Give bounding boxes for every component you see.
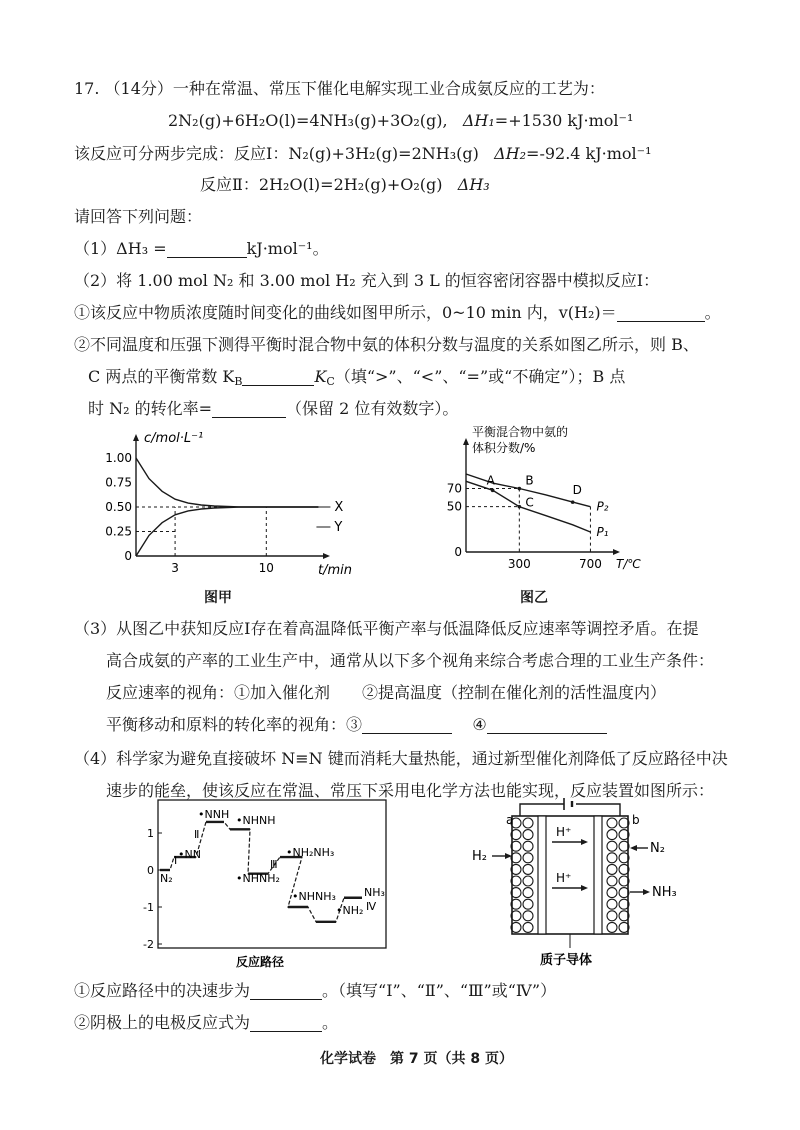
step-label: Ⅱ: [194, 828, 200, 841]
step1-equation: N₂(g)+3H₂(g)=2NH₃(g): [288, 144, 479, 163]
kb-subscript: B: [234, 375, 243, 388]
y-tick-label: 0: [454, 545, 462, 559]
proton-label: H⁺: [556, 825, 572, 839]
species-label: •NH₂NH₃: [286, 846, 335, 859]
n2-inlet-label: N₂: [650, 841, 665, 856]
overall-dh-value: =+1530 kJ·mol⁻¹: [494, 111, 634, 130]
part2-2c-hint: （保留 2 位有效数字）。: [286, 399, 459, 418]
series-label: P₂: [596, 499, 609, 514]
x-tick-label: 700: [578, 557, 602, 571]
figure-jia-caption: 图甲: [204, 590, 232, 606]
electrode-pellet: [607, 876, 617, 886]
part4-q2-text: ②阴极上的电极反应式为: [74, 1013, 251, 1032]
y-tick-label: -2: [143, 938, 154, 951]
figure-yi: [448, 424, 648, 574]
y-axis-arrow: [463, 438, 469, 445]
y-tick-label: 0.50: [105, 500, 132, 514]
electrode-pellet: [523, 864, 533, 874]
electrode-pellet: [523, 853, 533, 863]
y-tick-label: 0: [147, 864, 154, 877]
x-tick-label: 3: [171, 561, 179, 575]
y-tick-label: 0.75: [105, 475, 132, 490]
species-label: •NHNH₂: [236, 872, 280, 885]
kc-subscript: C: [326, 375, 335, 388]
answer-blank-4[interactable]: [487, 716, 607, 734]
step1-line: [74, 143, 652, 165]
point-marker: [518, 505, 522, 509]
species-label: •NHNH₃: [292, 890, 336, 903]
species-label: •NHNH: [236, 814, 276, 827]
part4-q1-text: ①反应路径中的决速步为: [74, 981, 251, 1000]
figure-reaction-path: [140, 798, 390, 970]
answer-prompt: 请回答下列问题：: [74, 207, 203, 226]
part2-line: （2）将 1.00 mol N₂ 和 3.00 mol H₂ 充入到 3 L 的恒容密闭容器中模拟反应Ⅰ：: [74, 271, 660, 290]
x-tick-label: 300: [507, 557, 531, 571]
electrode-pellet: [523, 830, 533, 840]
electrode-pellet: [523, 911, 533, 921]
part4-q2-line: [74, 1012, 338, 1034]
part3-line2: 高合成氨的产率的工业生产中，通常从以下多个视角来综合考虑合理的工业生产条件：: [106, 651, 715, 670]
point-marker: [571, 500, 575, 504]
x-axis-arrow: [613, 549, 620, 555]
two-step-prefix: 该反应可分两步完成：: [74, 144, 235, 163]
electrode-pellet: [607, 911, 617, 921]
h2-inlet-label: H₂: [472, 849, 487, 864]
series-label-x: X: [334, 500, 344, 515]
electrode-pellet: [607, 841, 617, 851]
electrode-pellet: [607, 899, 617, 909]
question-number: 17.: [74, 79, 100, 98]
part2-1-end: 。: [704, 303, 721, 322]
step1-label: 反应Ⅰ：: [234, 144, 289, 163]
point-label: B: [525, 473, 534, 488]
electrode-pellet: [523, 876, 533, 886]
proton-label: H⁺: [556, 871, 572, 885]
step2-label: 反应Ⅱ：: [200, 175, 259, 194]
answer-blank-3[interactable]: [362, 716, 452, 734]
y-tick-label: 1.00: [105, 451, 132, 465]
part1-line: [74, 238, 329, 260]
part3-line1: （3）从图乙中获知反应Ⅰ存在着高温降低平衡产率与低温降低反应速率等调控矛盾。在提: [74, 619, 699, 638]
part2-1-line: [74, 302, 721, 324]
electrode-pellet: [523, 818, 533, 828]
species-label: •NH₂: [336, 904, 364, 917]
x-tick-label: 10: [258, 561, 274, 575]
part4-line2: 速步的能垒，使该反应在常温、常压下采用电化学方法也能实现，反应装置如图所示：: [106, 781, 715, 800]
kc-symbol: K: [314, 367, 327, 386]
point-label: C: [525, 495, 534, 510]
part2-2-line: ②不同温度和压强下测得平衡时混合物中氨的体积分数与温度的关系如图乙所示，则 B、: [74, 335, 699, 354]
electrode-pellet: [607, 830, 617, 840]
electrode-label-b: b: [632, 813, 640, 827]
electrode-pellet: [523, 841, 533, 851]
y-tick-label: 1: [147, 827, 154, 840]
y-axis-label-line2: 体积分数/%: [472, 441, 536, 455]
answer-blank-vh2[interactable]: [617, 304, 705, 322]
step1-dh-symbol: ΔH₂: [494, 144, 527, 163]
part3-line3: 反应速率的视角：①加入催化剂 ②提高温度（控制在催化剂的活性温度内）: [106, 683, 667, 702]
overall-reaction-line: 2N₂(g)+6H₂O(l)=4NH₃(g)+3O₂(g), ΔH₁=+1530 kJ·mol⁻¹: [168, 111, 634, 130]
question-points: （14分）: [104, 79, 173, 98]
answer-blank-k-compare[interactable]: [242, 368, 314, 386]
y-tick-label: 50: [446, 499, 462, 514]
series-line-x: [136, 458, 318, 507]
x-axis-label: T/℃: [616, 557, 641, 571]
part2-1-text: ①该反应中物质浓度随时间变化的曲线如图甲所示，0~10 min 内，v(H₂)＝: [74, 303, 617, 322]
electrode-pellet: [523, 888, 533, 898]
part1-prefix: （1）ΔH₃ =: [74, 239, 167, 258]
step2-equation: 2H₂O(l)=2H₂(g)+O₂(g): [258, 175, 443, 194]
series-label-y: Y: [334, 520, 343, 535]
species-label: NH₃: [364, 886, 385, 899]
y-axis-label: c/mol·L⁻¹: [144, 431, 204, 446]
point-marker: [518, 487, 522, 491]
electrode-pellet: [523, 899, 533, 909]
electrode-pellet: [607, 853, 617, 863]
point-marker: [491, 489, 495, 493]
part2-2b-line: [88, 366, 625, 388]
x-axis-arrow: [323, 553, 330, 559]
answer-blank-cathode[interactable]: [250, 1014, 322, 1032]
electrode-pellet: [607, 922, 617, 932]
part4-line1: （4）科学家为避免直接破坏 N≡N 键而消耗大量热能，通过新型催化剂降低了反应路径中决: [74, 749, 728, 768]
point-label: A: [486, 473, 495, 488]
step-label: Ⅲ: [270, 858, 278, 871]
step-label: Ⅳ: [366, 900, 377, 913]
y-axis-arrow: [133, 434, 139, 441]
proton-arrow-head: [581, 839, 588, 845]
figure-yi-caption: 图乙: [520, 590, 548, 606]
electrode-pellet: [607, 818, 617, 828]
nh3-outlet-arrow-head: [643, 889, 650, 895]
answer-blank-dh3[interactable]: [167, 240, 247, 258]
species-label: •NNH: [198, 808, 230, 821]
overall-dh-symbol: ΔH₁: [462, 111, 495, 130]
part2-2b-text: C 两点的平衡常数 K: [88, 367, 235, 386]
page-footer: 化学试卷 第 7 页（共 8 页）: [320, 1051, 513, 1067]
species-label: •NN: [178, 848, 201, 861]
part3-circle4: ④: [472, 715, 487, 734]
question-header: [74, 78, 605, 100]
y-axis-label-line1: 平衡混合物中氨的: [472, 425, 569, 439]
figure-jia: [105, 428, 352, 578]
x-axis-label: 反应路径: [236, 955, 285, 969]
figure-apparatus: [472, 798, 677, 968]
electrode-label-a: a: [506, 813, 514, 827]
step2-line: [200, 174, 490, 196]
series-line-y: [136, 507, 318, 556]
y-tick-label: 70: [446, 481, 462, 496]
proton-arrow-head: [581, 885, 588, 891]
step-label: Ⅰ: [174, 854, 178, 867]
step2-dh-symbol: ΔH₃: [457, 175, 490, 194]
part1-unit: kJ·mol⁻¹。: [246, 239, 329, 258]
part2-2c-line: [88, 398, 458, 420]
step1-dh-value: =-92.4 kJ·mol⁻¹: [526, 144, 652, 163]
y-tick-label: 0: [124, 549, 132, 563]
part4-q1-hint: 。（填写“Ⅰ”、“Ⅱ”、“Ⅲ”或“Ⅳ”）: [322, 981, 557, 1000]
question-intro: 一种在常温、常压下催化电解实现工业合成氨反应的工艺为：: [172, 79, 605, 98]
membrane-caption: 质子导体: [540, 953, 593, 968]
membrane-left: [538, 816, 546, 934]
part4-q2-end: 。: [322, 1013, 339, 1032]
part2-2b-hint: （填“>”、“<”、“=”或“不确定”）；B 点: [334, 367, 626, 386]
answer-blank-conversion[interactable]: [212, 400, 286, 418]
x-axis-label: t/min: [318, 563, 352, 578]
electrode-pellet: [523, 922, 533, 932]
circuit-wire: [520, 804, 620, 816]
y-tick-label: -1: [143, 901, 154, 914]
n2-inlet-arrow-head: [630, 845, 637, 851]
part4-q1-line: [74, 980, 556, 1002]
species-label: N₂: [160, 872, 173, 885]
electrode-pellet: [607, 888, 617, 898]
nh3-outlet-label: NH₃: [652, 885, 677, 900]
membrane-right: [594, 816, 602, 934]
overall-reaction: 2N₂(g)+6H₂O(l)=4NH₃(g)+3O₂(g): [168, 111, 443, 130]
series-label: P₁: [596, 525, 609, 540]
part3-line4: [106, 714, 607, 736]
electrode-pellet: [607, 864, 617, 874]
part2-2c-text: 时 N₂ 的转化率=: [88, 399, 212, 418]
answer-blank-rate-step[interactable]: [250, 982, 322, 1000]
part3-balance-text: 平衡移动和原料的转化率的视角：③: [106, 715, 363, 734]
y-tick-label: 0.25: [105, 524, 132, 539]
point-label: D: [572, 483, 582, 498]
